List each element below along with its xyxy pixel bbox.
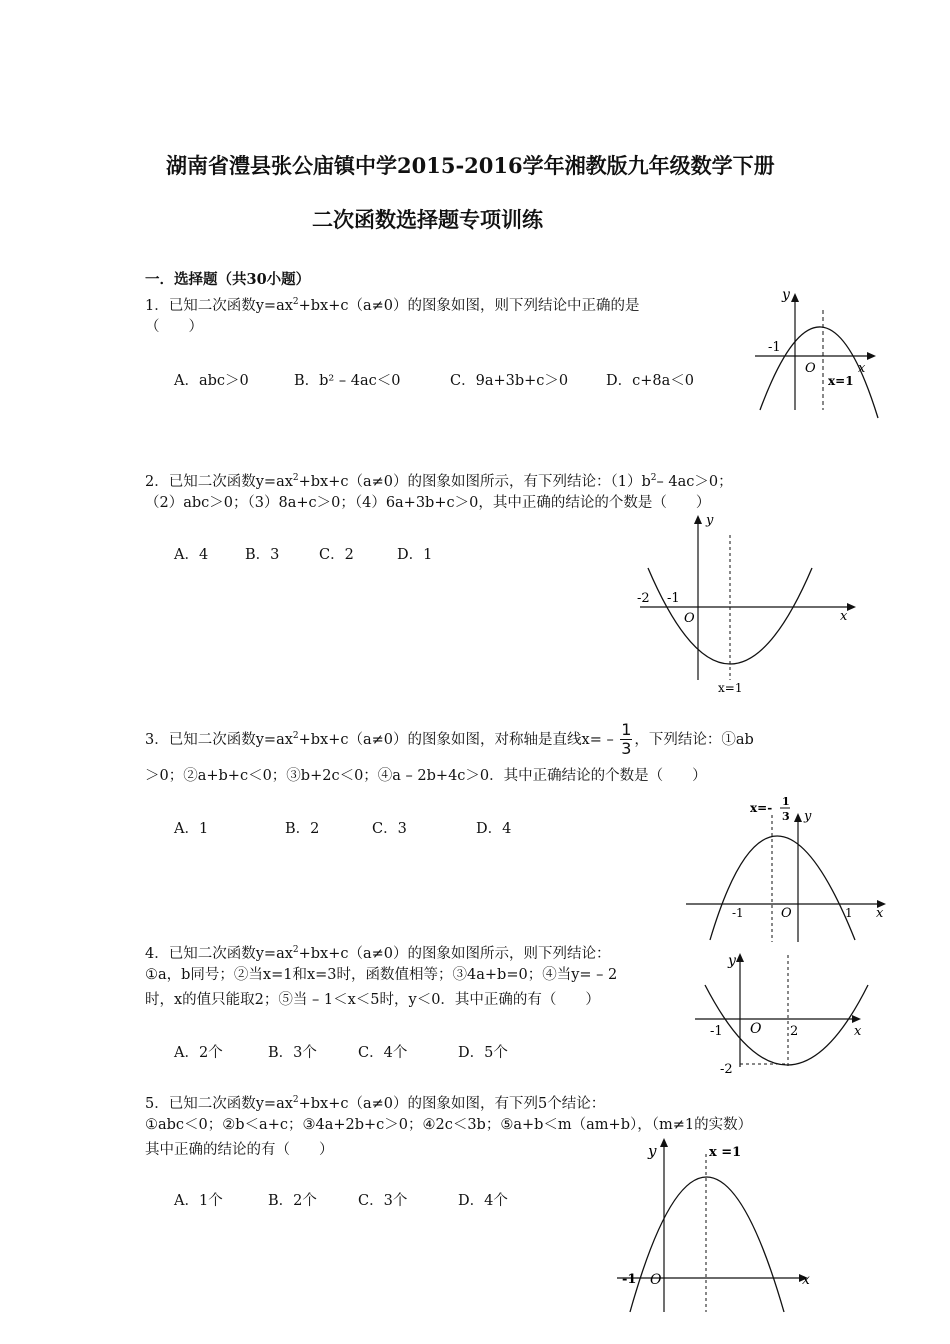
q5-graph-x-label: x	[802, 1272, 810, 1288]
q3-option-c[interactable]: C．3	[372, 821, 407, 837]
q2-option-d[interactable]: D．1	[397, 547, 433, 563]
q4-graph-minus2: -2	[720, 1062, 733, 1075]
section-heading: 一．选择题（共30小题）	[145, 271, 311, 288]
doc-title-line1: 湖南省澧县张公庙镇中学2015-2016学年湘教版九年级数学下册	[166, 153, 775, 178]
q4-option-c[interactable]: C．4个	[358, 1045, 408, 1061]
q5-options	[174, 1189, 508, 1210]
q1-graph-x-label: x	[858, 361, 866, 376]
q2-options	[174, 543, 432, 564]
q1-option-c[interactable]: C．9a+3b+c＞0	[450, 373, 569, 389]
q4-text-line2: ①a，b同号；②当x=1和x=3时，函数值相等；③4a+b=0；④当y= – 2	[145, 967, 618, 983]
q5-text: 5．已知二次函数$y=ax^2+bx+c(a\ne 0)$的图象如图，有下列5个结论：	[145, 1095, 606, 1112]
q5-graph-y-label: y	[648, 1142, 657, 1160]
q5-text-line3: 其中正确的结论的有（ ）	[145, 1142, 334, 1158]
q5-graph	[612, 1132, 822, 1340]
q2-graph	[630, 510, 860, 700]
q3-text: 3．已知二次函数$y=ax^2+bx+c(a\ne 0)$的图象如图，对称轴是直线x= – $\frac{1}{3}$ ，下列结论：①ab	[145, 720, 754, 759]
q3-graph-x-label: x	[876, 906, 884, 921]
q5-text-line2: ①abc＜0；②b＜a+c；③4a+2b+c＞0；④2c＜3b；⑤a+b＜m（am+b），（m≠1的实数）	[145, 1117, 753, 1133]
q4-graph-origin: O	[750, 1021, 762, 1037]
q2-graph-y-label: y	[706, 513, 714, 528]
q4-option-b[interactable]: B．3个	[268, 1045, 317, 1061]
q1-graph-axis-label: x=1	[828, 374, 854, 388]
q5-option-d[interactable]: D．4个	[458, 1193, 508, 1209]
q2-graph-axis-label: x=1	[718, 681, 743, 695]
q4-option-d[interactable]: D．5个	[458, 1045, 508, 1061]
q4-graph-y-label: y	[728, 953, 736, 969]
q3-fraction: $\frac{1}{3}$	[621, 720, 632, 759]
q3-option-d[interactable]: D．4	[476, 821, 512, 837]
q4-graph	[690, 945, 870, 1075]
q1-blank: （ ）	[145, 319, 203, 335]
q1-option-d[interactable]: D．c+8a＜0	[606, 373, 694, 389]
q5-graph-minus1: -1	[622, 1272, 637, 1287]
q1-graph	[750, 285, 880, 420]
q1-graph-origin: O	[805, 361, 816, 376]
q2-graph-minus2: -2	[637, 591, 650, 606]
q3-graph-axis-num: 1	[782, 795, 790, 808]
q3-graph-plus1: 1	[845, 906, 853, 920]
q2-text-line2: （2）abc＞0；（3）8a+c＞0；（4）6a+3b+c＞0，其中正确的结论的个数是（ ）	[145, 495, 711, 511]
q2-graph-origin: O	[684, 611, 695, 626]
q3-graph-axis-label: x=-	[750, 801, 773, 815]
q4-graph-x-label: x	[854, 1024, 862, 1039]
q5-option-c[interactable]: C．3个	[358, 1193, 408, 1209]
q2-graph-x-label: x	[840, 609, 848, 624]
q2-graph-minus1: -1	[667, 591, 680, 606]
q3-graph	[680, 790, 890, 950]
q4-option-a[interactable]: A．2个	[174, 1045, 223, 1061]
q4-graph-minus1: -1	[710, 1024, 723, 1039]
q3-option-a[interactable]: A．1	[174, 821, 209, 837]
q3-graph-origin: O	[781, 906, 792, 921]
q3-text-line2: ＞0；②a+b+c＜0；③b+2c＜0；④a – 2b+4c＞0．其中正确结论的个数是（ ）	[145, 768, 707, 784]
q1-option-a[interactable]: A．abc＞0	[174, 373, 249, 389]
q4-graph-two: 2	[790, 1024, 799, 1039]
q3-options	[174, 817, 511, 838]
q2-option-a[interactable]: A．4	[174, 547, 209, 563]
q5-graph-origin: O	[650, 1272, 662, 1288]
q3-graph-axis-den: 3	[782, 810, 790, 823]
q4-text-line3: 时，x的值只能取2；⑤当 – 1＜x＜5时，y＜0．其中正确的有（ ）	[145, 992, 600, 1008]
q5-option-a[interactable]: A．1个	[174, 1193, 223, 1209]
q1-text: 1．已知二次函数$y=ax^2+bx+c(a\ne 0)$的图象如图，则下列结论中正确的是	[145, 297, 640, 314]
q3-option-b[interactable]: B．2	[285, 821, 320, 837]
q1-options	[174, 369, 694, 390]
q1-option-b[interactable]: B．b² – 4ac＜0	[294, 373, 401, 389]
q2-option-c[interactable]: C．2	[319, 547, 354, 563]
q2-option-b[interactable]: B．3	[245, 547, 280, 563]
q1-graph-y-label: y	[782, 287, 790, 303]
doc-title-line2: 二次函数选择题专项训练	[312, 207, 543, 232]
q3-graph-minus1: -1	[732, 906, 744, 920]
q1-graph-minus1: -1	[768, 340, 781, 355]
q4-text: 4．已知二次函数$y=ax^2+bx+c(a\ne 0)$的图象如图所示，则下列结论：	[145, 945, 611, 962]
q2-text: 2．已知二次函数$y=ax^2+bx+c(a\ne 0)$的图象如图所示，有下列结论：$(1)b^2-$ 4ac＞0；	[145, 473, 733, 490]
q5-graph-axis-label: x =1	[709, 1145, 742, 1160]
q5-option-b[interactable]: B．2个	[268, 1193, 317, 1209]
q3-graph-y-label: y	[804, 809, 812, 824]
q4-options	[174, 1041, 508, 1062]
